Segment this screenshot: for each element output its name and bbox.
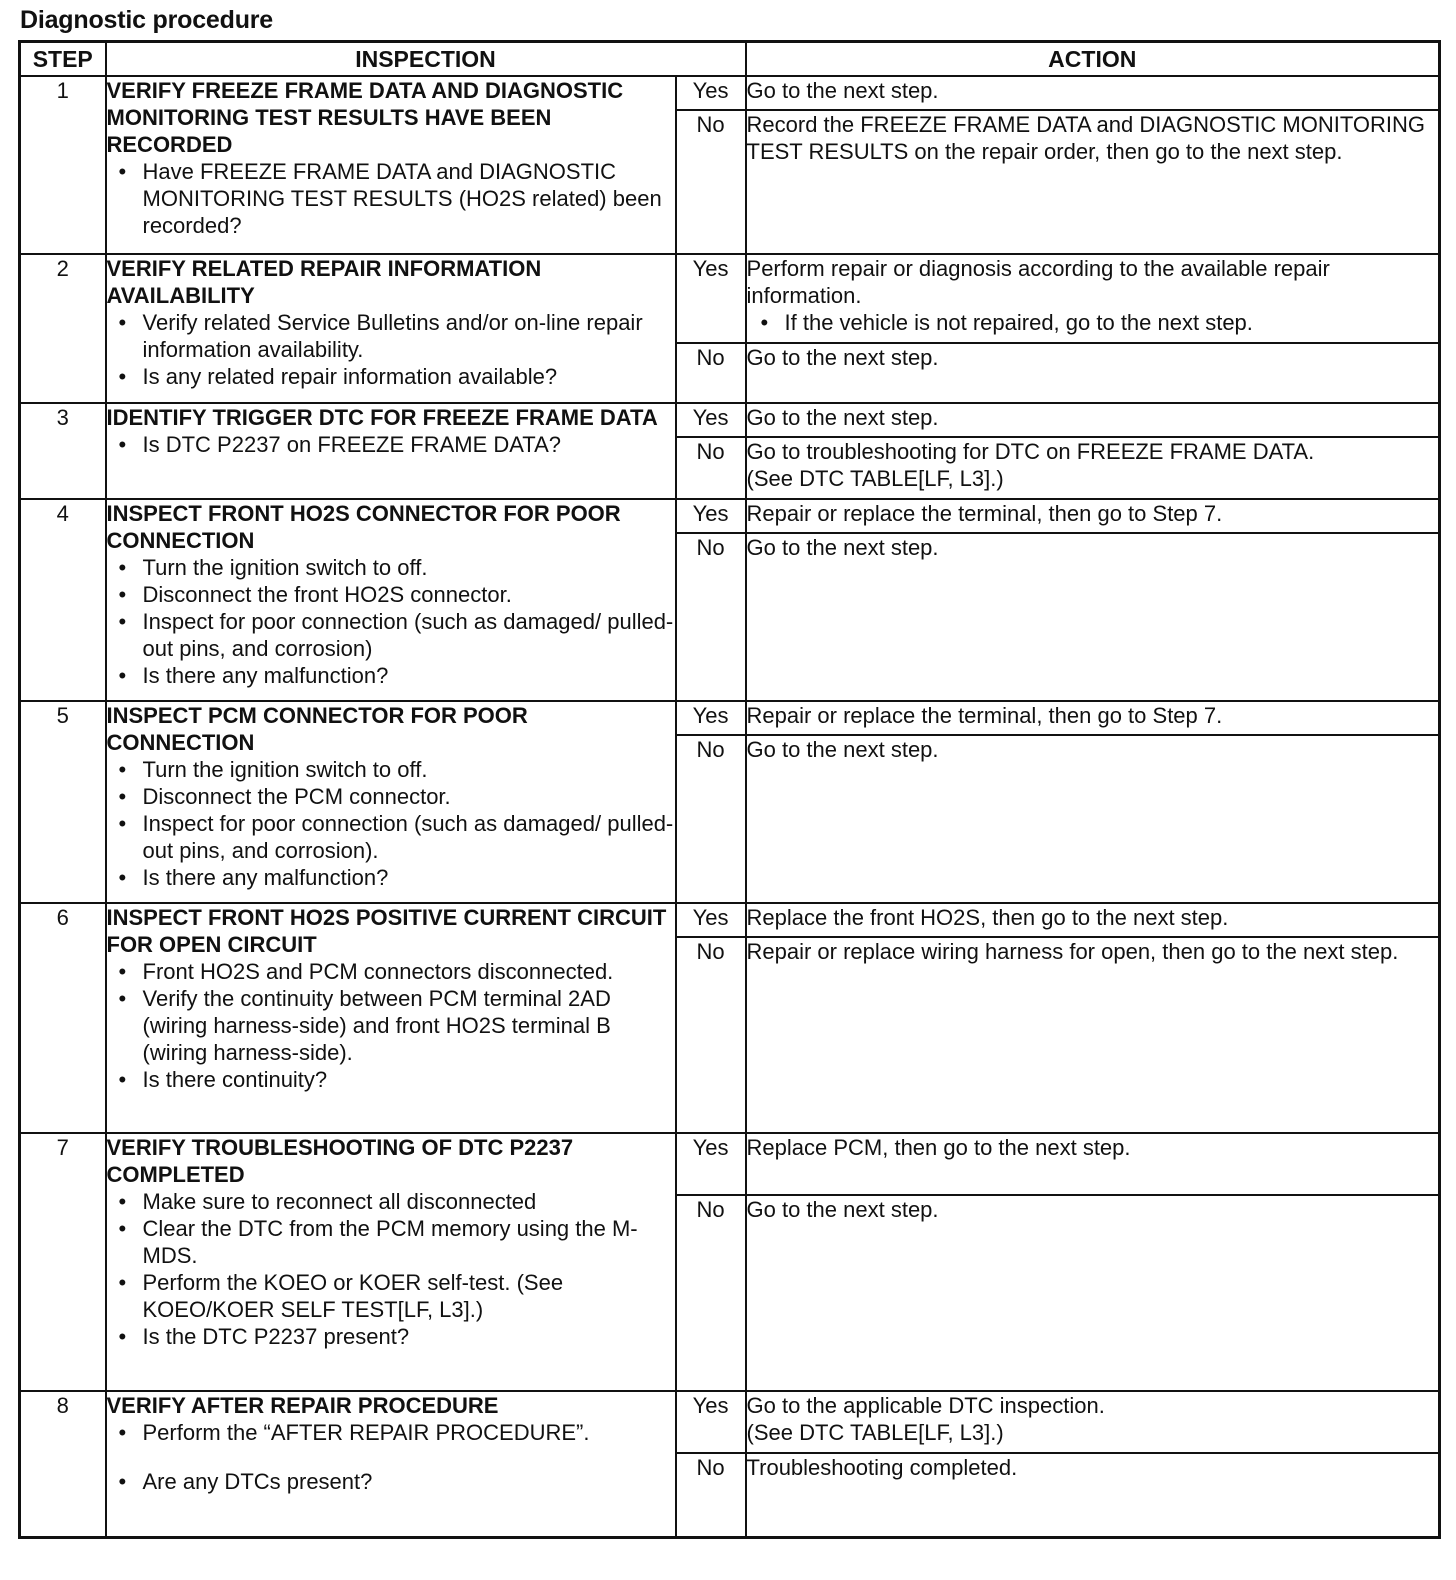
table-row [20, 1391, 1440, 1453]
yes-action-subtext: • If the vehicle is not repaired, go to the next step. [747, 309, 1439, 336]
inspection-bullet: • Verify the continuity between PCM terminal 2AD (wiring harness-side) and front HO2S terminal B (wiring harness-side). [107, 985, 675, 1066]
no-action [746, 343, 1440, 403]
yes-label: Yes [676, 1391, 746, 1453]
yes-action-text: Repair or replace the terminal, then go to Step 7. [746, 703, 1223, 728]
inspection-heading: IDENTIFY TRIGGER DTC FOR FREEZE FRAME DATA [106, 405, 658, 430]
yes-action [746, 254, 1440, 343]
table-row [20, 903, 1440, 937]
inspection-heading: INSPECT FRONT HO2S POSITIVE CURRENT CIRCUIT FOR OPEN CIRCUIT [106, 905, 667, 957]
yes-label: Yes [676, 1133, 746, 1195]
no-label: No [676, 1195, 746, 1391]
step-number: 4 [20, 499, 106, 701]
inspection-bullets [107, 309, 675, 390]
inspection-bullet: • Perform the KOEO or KOER self-test. (See KOEO/KOER SELF TEST[LF, L3].) [107, 1269, 675, 1323]
inspection-bullet: • Is the DTC P2237 present? [107, 1323, 675, 1350]
inspection-bullet: • Turn the ignition switch to off. [107, 756, 675, 783]
no-action [746, 1453, 1440, 1537]
no-action [746, 110, 1440, 254]
no-action-text: Go to the next step. [746, 737, 939, 762]
inspection-bullets [107, 1188, 675, 1350]
yes-label: Yes [676, 403, 746, 437]
inspection-bullets [107, 1419, 675, 1495]
table-row [20, 1133, 1440, 1195]
inspection-bullets [107, 756, 675, 891]
inspection-bullet: • Disconnect the front HO2S connector. [107, 581, 675, 608]
inspection-bullet: • Make sure to reconnect all disconnected [107, 1188, 675, 1215]
no-action-text: Troubleshooting completed. [746, 1455, 1018, 1480]
no-action-subtext: (See DTC TABLE[LF, L3].) [746, 466, 1004, 491]
inspection-bullet: • Verify related Service Bulletins and/or on-line repair information availability. [107, 309, 675, 363]
inspection-cell [106, 499, 676, 701]
no-action [746, 1195, 1440, 1391]
yes-action-text: Go to the applicable DTC inspection. [746, 1393, 1105, 1418]
inspection-cell [106, 701, 676, 903]
inspection-bullets [107, 554, 675, 689]
no-action [746, 937, 1440, 1133]
inspection-cell [106, 254, 676, 403]
inspection-heading: INSPECT FRONT HO2S CONNECTOR FOR POOR CONNECTION [106, 501, 621, 553]
inspection-cell [106, 1391, 676, 1537]
step-number: 1 [20, 76, 106, 254]
inspection-cell [106, 903, 676, 1133]
table-row [20, 403, 1440, 437]
no-action [746, 533, 1440, 701]
step-number: 3 [20, 403, 106, 499]
inspection-bullet: • Is there any malfunction? [107, 864, 675, 891]
inspection-bullet: • Is DTC P2237 on FREEZE FRAME DATA? [107, 431, 675, 458]
yes-action-text: Replace the front HO2S, then go to the next step. [746, 905, 1229, 930]
step-number: 5 [20, 701, 106, 903]
no-label: No [676, 937, 746, 1133]
yes-action [746, 903, 1440, 937]
inspection-bullet: • Are any DTCs present? [107, 1468, 675, 1495]
no-action-text: Go to troubleshooting for DTC on FREEZE FRAME DATA. [746, 439, 1315, 464]
inspection-bullet: • Perform the “AFTER REPAIR PROCEDURE”. [107, 1419, 675, 1446]
inspection-bullet: • Is there any malfunction? [107, 662, 675, 689]
yes-label: Yes [676, 76, 746, 110]
no-action-text: Go to the next step. [746, 535, 939, 560]
yes-action [746, 403, 1440, 437]
table-row [20, 701, 1440, 735]
diagnostic-table [18, 40, 1441, 1539]
step-number: 6 [20, 903, 106, 1133]
inspection-bullet: • Is there continuity? [107, 1066, 675, 1093]
table-row [20, 254, 1440, 343]
yes-label: Yes [676, 903, 746, 937]
inspection-bullets [107, 958, 675, 1093]
inspection-bullet: • Disconnect the PCM connector. [107, 783, 675, 810]
yes-action [746, 1133, 1440, 1195]
table-row [20, 76, 1440, 110]
inspection-heading: VERIFY FREEZE FRAME DATA AND DIAGNOSTIC MONITORING TEST RESULTS HAVE BEEN RECORDED [106, 78, 624, 157]
page-title: Diagnostic procedure [20, 6, 273, 34]
no-action-text: Repair or replace wiring harness for open, then go to the next step. [746, 939, 1399, 964]
inspection-cell [106, 403, 676, 499]
no-label: No [676, 343, 746, 403]
inspection-heading: VERIFY RELATED REPAIR INFORMATION AVAILABILITY [106, 256, 542, 308]
table-header-row [20, 42, 1440, 77]
inspection-bullet: • Turn the ignition switch to off. [107, 554, 675, 581]
inspection-bullet: • Inspect for poor connection (such as damaged/ pulled-out pins, and corrosion). [107, 810, 675, 864]
yes-action-text: Go to the next step. [746, 405, 939, 430]
yes-action [746, 1391, 1440, 1453]
yes-action [746, 76, 1440, 110]
step-number: 8 [20, 1391, 106, 1537]
step-number: 2 [20, 254, 106, 403]
yes-label: Yes [676, 701, 746, 735]
yes-action-text: Replace PCM, then go to the next step. [746, 1135, 1131, 1160]
no-action [746, 735, 1440, 903]
no-label: No [676, 437, 746, 499]
yes-action-text: Go to the next step. [746, 78, 939, 103]
inspection-cell [106, 76, 676, 254]
inspection-heading: VERIFY AFTER REPAIR PROCEDURE [106, 1393, 499, 1418]
inspection-bullet: • Clear the DTC from the PCM memory using the M-MDS. [107, 1215, 675, 1269]
no-action [746, 437, 1440, 499]
header-inspection: INSPECTION [106, 42, 746, 77]
no-action-text: Go to the next step. [746, 345, 939, 370]
yes-action-text: Perform repair or diagnosis according to the available repair information. [746, 256, 1330, 308]
steps-body [20, 76, 1440, 1537]
inspection-bullet: • Have FREEZE FRAME DATA and DIAGNOSTIC MONITORING TEST RESULTS (HO2S related) been recorded? [107, 158, 675, 239]
table-row [20, 499, 1440, 533]
yes-action [746, 701, 1440, 735]
header-action: ACTION [746, 42, 1440, 77]
no-action-text: Go to the next step. [746, 1197, 939, 1222]
no-label: No [676, 110, 746, 254]
no-action-text: Record the FREEZE FRAME DATA and DIAGNOSTIC MONITORING TEST RESULTS on the repair order, then go to the next step. [746, 112, 1425, 164]
yes-action-subtext: (See DTC TABLE[LF, L3].) [746, 1420, 1004, 1445]
no-label: No [676, 533, 746, 701]
yes-action [746, 499, 1440, 533]
inspection-heading: VERIFY TROUBLESHOOTING OF DTC P2237 COMPLETED [106, 1135, 574, 1187]
inspection-bullet: • Front HO2S and PCM connectors disconnected. [107, 958, 675, 985]
yes-label: Yes [676, 254, 746, 343]
inspection-bullets [107, 431, 675, 458]
yes-action-text: Repair or replace the terminal, then go to Step 7. [746, 501, 1223, 526]
inspection-bullet: • Is any related repair information available? [107, 363, 675, 390]
header-step: STEP [20, 42, 106, 77]
inspection-heading: INSPECT PCM CONNECTOR FOR POOR CONNECTION [106, 703, 528, 755]
step-number: 7 [20, 1133, 106, 1391]
inspection-bullets [107, 158, 675, 239]
inspection-bullet: • Inspect for poor connection (such as damaged/ pulled-out pins, and corrosion) [107, 608, 675, 662]
no-label: No [676, 735, 746, 903]
yes-label: Yes [676, 499, 746, 533]
no-label: No [676, 1453, 746, 1537]
inspection-cell [106, 1133, 676, 1391]
bullet-spacer [107, 1446, 675, 1468]
